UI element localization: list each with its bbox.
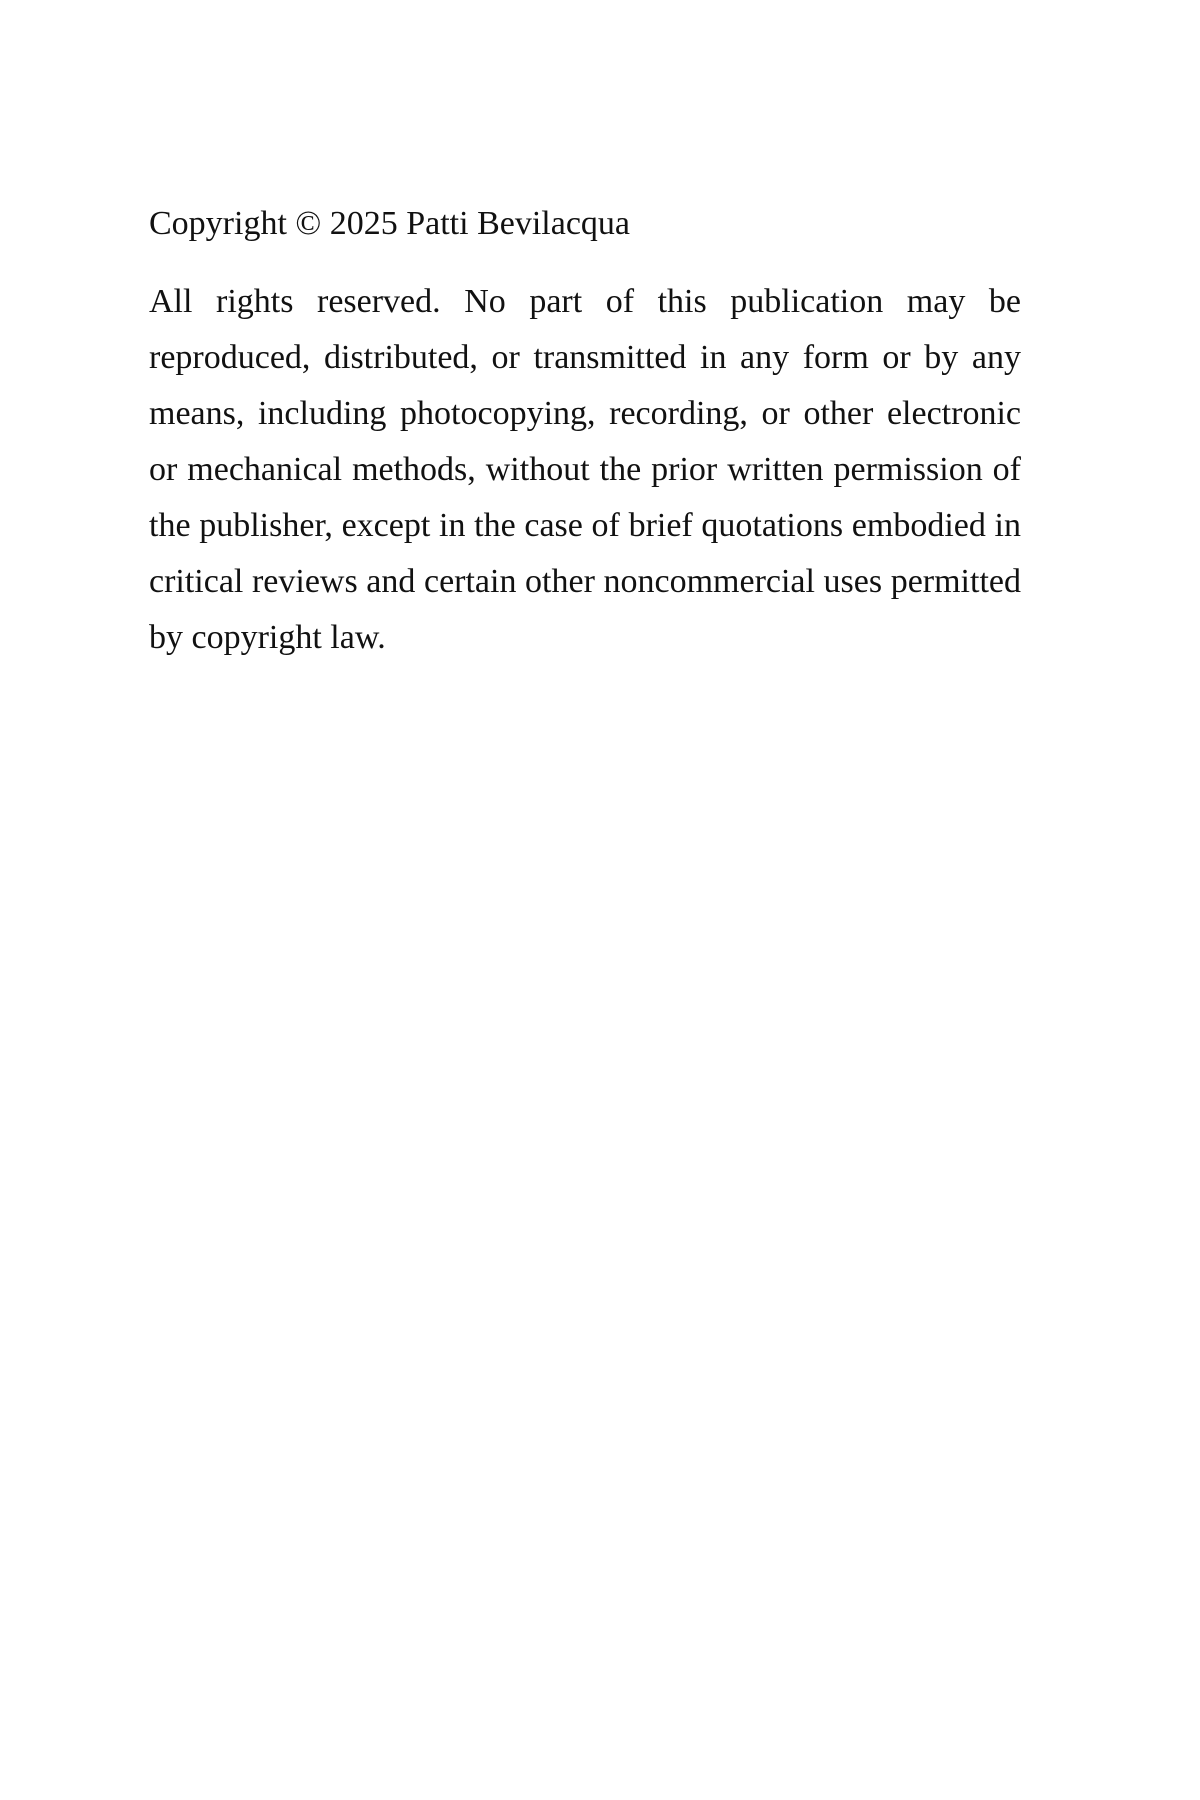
copyright-notice: Copyright © 2025 Patti Bevilacqua: [149, 205, 630, 242]
copyright-page: [149, 196, 1021, 666]
rights-reserved-paragraph: All rights reserved. No part of this publication may be reproduced, distributed, or transmitted in any form or by any means, including photocopying, recording, or other electronic or mechanical methods, without the prior written permission of the publisher, except in the case of brief quotations embodied in critical reviews and certain other noncommercial uses permitted by copyright law.: [149, 283, 1021, 656]
